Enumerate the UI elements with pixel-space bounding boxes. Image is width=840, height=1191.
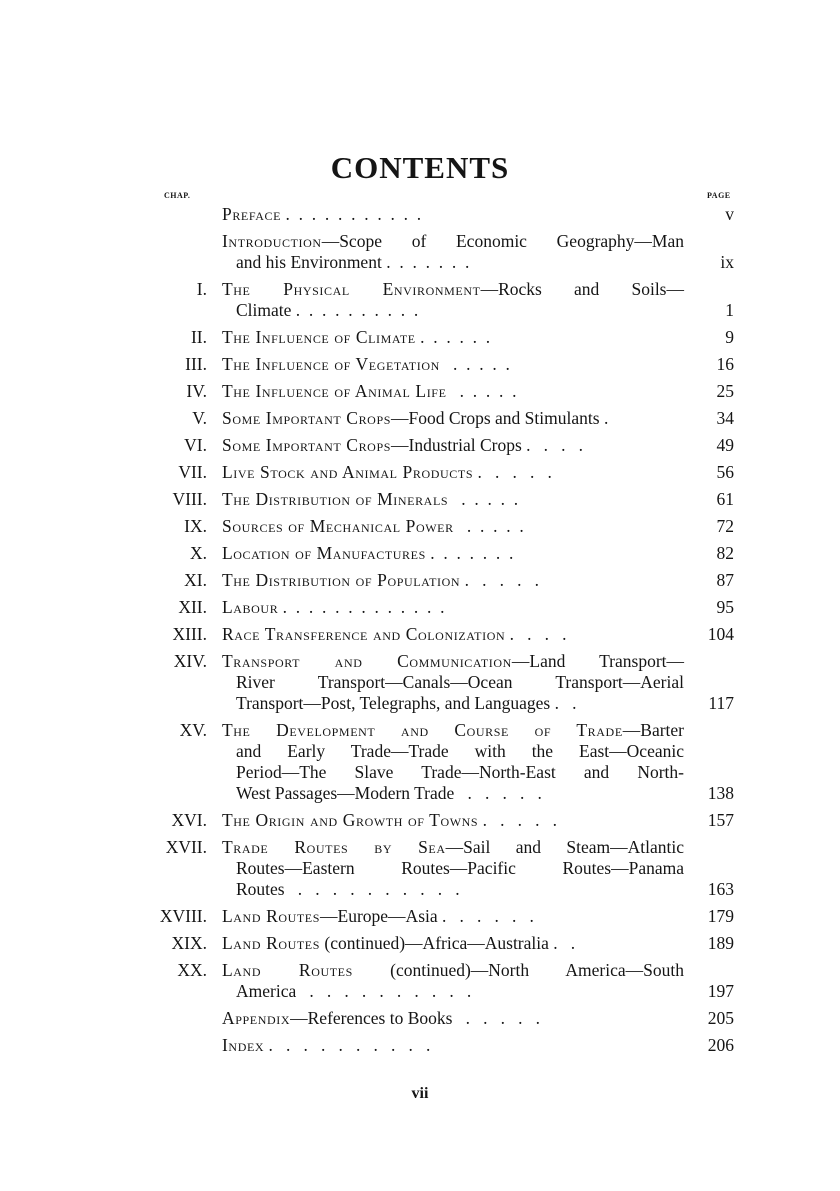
entry-heading: Race Transference and Colonization xyxy=(222,624,506,644)
page-number: 9 xyxy=(725,327,734,347)
chapter-column-header: CHAP. xyxy=(164,191,191,200)
toc-entry xyxy=(0,354,840,375)
chapter-number: XVI. xyxy=(171,810,207,830)
chapter-number: XVIII. xyxy=(159,906,207,926)
entry-heading: Transport and Communication xyxy=(222,651,512,671)
entry-heading: The Origin and Growth of Towns xyxy=(222,810,479,830)
table-of-contents xyxy=(0,204,840,1062)
page-number: v xyxy=(725,204,734,224)
chapter-number: VI. xyxy=(184,435,207,455)
page-number: 117 xyxy=(708,693,734,713)
toc-entry xyxy=(0,516,840,537)
entry-heading: The Distribution of Minerals xyxy=(222,489,449,509)
page-number: 16 xyxy=(716,354,734,374)
page-number: 25 xyxy=(716,381,734,401)
entry-title xyxy=(222,651,684,714)
entry-heading: The Influence of Animal Life xyxy=(222,381,447,401)
toc-entry xyxy=(0,624,840,645)
toc-entry xyxy=(0,1035,840,1056)
chapter-number: XIX. xyxy=(171,933,207,953)
entry-subtitle: —References to Books xyxy=(290,1008,453,1028)
entry-heading: Introduction xyxy=(222,231,322,251)
entry-title xyxy=(222,381,684,402)
leader-dots: . . xyxy=(548,933,576,953)
entry-subtitle: —Industrial Crops xyxy=(391,435,522,455)
chapter-number: IX. xyxy=(184,516,207,536)
page-column-header: PAGE xyxy=(707,191,731,200)
page-number: 206 xyxy=(707,1035,734,1055)
page-number: ix xyxy=(720,252,734,272)
leader-dots: . . xyxy=(550,693,577,713)
entry-heading: The Physical Environment xyxy=(222,279,481,299)
entry-title xyxy=(222,462,684,483)
toc-entry xyxy=(0,1008,840,1029)
toc-entry xyxy=(0,570,840,591)
page-number: 197 xyxy=(707,981,734,1001)
entry-subtitle: —Land Transport— xyxy=(511,651,685,671)
toc-entry xyxy=(0,906,840,927)
entry-subtitle: —Barter xyxy=(622,720,684,740)
page-number: 189 xyxy=(707,933,734,953)
leader-dots: . xyxy=(599,408,609,428)
entry-title xyxy=(222,435,684,456)
chapter-number: IV. xyxy=(186,381,207,401)
entry-heading: The Distribution of Population xyxy=(222,570,461,590)
entry-subtitle: Period—The Slave Trade—North-East and North- xyxy=(236,762,684,782)
entry-title xyxy=(222,1008,684,1029)
chapter-number: VIII. xyxy=(172,489,207,509)
page-number: 49 xyxy=(716,435,734,455)
entry-subtitle: Routes xyxy=(236,879,285,899)
entry-title xyxy=(222,933,684,954)
entry-subtitle: —Scope of Economic Geography—Man xyxy=(321,231,684,251)
page-number: 104 xyxy=(707,624,734,644)
leader-dots: . . . . . xyxy=(454,783,542,803)
toc-entry xyxy=(0,960,840,1002)
toc-entry xyxy=(0,651,840,714)
chapter-number: V. xyxy=(192,408,207,428)
leader-dots: . . . . . xyxy=(473,462,552,482)
page-number: 179 xyxy=(707,906,734,926)
chapter-number: VII. xyxy=(178,462,207,482)
toc-entry xyxy=(0,408,840,429)
entry-subtitle: Routes—Eastern Routes—Pacific Routes—Panama xyxy=(236,858,684,878)
page-number: 163 xyxy=(707,879,734,899)
chapter-number: XVII. xyxy=(165,837,207,857)
entry-title xyxy=(222,570,684,591)
entry-title xyxy=(222,597,684,618)
entry-title xyxy=(222,279,684,321)
leader-dots: . . . . . . . . . . xyxy=(264,1035,431,1055)
leader-dots: . . . . xyxy=(521,435,584,455)
entry-heading: Land Routes xyxy=(222,933,321,953)
leader-dots: . . . . . xyxy=(453,516,524,536)
toc-entry xyxy=(0,327,840,348)
chapter-number: II. xyxy=(190,327,207,347)
page-number: 205 xyxy=(707,1008,734,1028)
entry-subtitle: —Rocks and Soils— xyxy=(480,279,684,299)
entry-title xyxy=(222,408,684,429)
entry-title xyxy=(222,906,684,927)
entry-title xyxy=(222,327,684,348)
entry-heading: Labour xyxy=(222,597,279,617)
entry-subtitle: (continued)—Africa—Australia xyxy=(320,933,549,953)
toc-entry xyxy=(0,933,840,954)
chapter-number: XI. xyxy=(184,570,207,590)
page-number: 34 xyxy=(716,408,734,428)
entry-subtitle: and Early Trade—Trade with the East—Oceanic xyxy=(236,741,684,761)
entry-subtitle: Transport—Post, Telegraphs, and Languages xyxy=(236,693,551,713)
entry-subtitle: Climate xyxy=(236,300,292,320)
entry-subtitle: America xyxy=(236,981,297,1001)
leader-dots: . . . . . . . . . . xyxy=(296,981,472,1001)
entry-subtitle: (continued)—North America—South xyxy=(352,960,684,980)
leader-dots: . . . . . . . . . . xyxy=(291,300,419,320)
entry-subtitle: West Passages—Modern Trade xyxy=(236,783,455,803)
page-number: 61 xyxy=(716,489,734,509)
entry-heading: Live Stock and Animal Products xyxy=(222,462,474,482)
toc-entry xyxy=(0,462,840,483)
leader-dots: . . . . . xyxy=(448,489,519,509)
entry-heading: Index xyxy=(222,1035,265,1055)
entry-subtitle: —Food Crops and Stimulants xyxy=(391,408,600,428)
entry-title xyxy=(222,543,684,564)
toc-entry xyxy=(0,810,840,831)
entry-title xyxy=(222,1035,684,1056)
chapter-number: XIII. xyxy=(172,624,207,644)
entry-heading: Land Routes xyxy=(222,960,353,980)
page-number: 87 xyxy=(716,570,734,590)
entry-subtitle: River Transport—Canals—Ocean Transport—Aerial xyxy=(236,672,684,692)
leader-dots: . . . . . . . xyxy=(425,543,514,563)
entry-subtitle: —Europe—Asia xyxy=(320,906,438,926)
entry-heading: Location of Manufactures xyxy=(222,543,426,563)
chapter-number: XX. xyxy=(177,960,207,980)
leader-dots: . . . . . . . . . . . . . xyxy=(278,597,445,617)
leader-dots: . . . . . xyxy=(460,570,539,590)
page-number: 138 xyxy=(707,783,734,803)
page-number: 82 xyxy=(716,543,734,563)
leader-dots: . . . . . . xyxy=(415,327,491,347)
page-title: CONTENTS xyxy=(330,150,510,185)
chapter-number: I. xyxy=(196,279,207,299)
leader-dots: . . . . . . . . . . . xyxy=(281,204,422,224)
leader-dots: . . . . . xyxy=(478,810,557,830)
leader-dots: . . . . . . . . . . xyxy=(284,879,460,899)
page-number: 95 xyxy=(716,597,734,617)
entry-heading: The Influence of Vegetation xyxy=(222,354,440,374)
chapter-number: X. xyxy=(189,543,207,563)
leader-dots: . . . . xyxy=(505,624,567,644)
entry-title xyxy=(222,516,684,537)
leader-dots: . . . . . xyxy=(452,1008,540,1028)
toc-entry xyxy=(0,231,840,273)
chapter-number: XII. xyxy=(178,597,207,617)
entry-heading: Some Important Crops xyxy=(222,435,391,455)
entry-heading: Some Important Crops xyxy=(222,408,391,428)
entry-title xyxy=(222,489,684,510)
entry-heading: Trade Routes by Sea xyxy=(222,837,446,857)
entry-heading: Land Routes xyxy=(222,906,321,926)
toc-entry xyxy=(0,489,840,510)
toc-entry xyxy=(0,720,840,804)
entry-heading: The Influence of Climate xyxy=(222,327,416,347)
entry-title xyxy=(222,204,684,225)
chapter-number: XIV. xyxy=(173,651,207,671)
leader-dots: . . . . . xyxy=(446,381,517,401)
entry-subtitle: —Sail and Steam—Atlantic xyxy=(445,837,685,857)
toc-entry xyxy=(0,543,840,564)
chapter-number: III. xyxy=(185,354,207,374)
page-number: 72 xyxy=(716,516,734,536)
entry-title xyxy=(222,810,684,831)
page-number-footer: vii xyxy=(411,1085,429,1102)
entry-heading: Preface xyxy=(222,204,282,224)
toc-entry xyxy=(0,204,840,225)
toc-entry xyxy=(0,381,840,402)
entry-heading: Appendix xyxy=(222,1008,291,1028)
page-number: 157 xyxy=(707,810,734,830)
toc-entry xyxy=(0,837,840,900)
toc-entry xyxy=(0,597,840,618)
page-number: 56 xyxy=(716,462,734,482)
entry-heading: Sources of Mechanical Power xyxy=(222,516,454,536)
chapter-number: XV. xyxy=(179,720,207,740)
toc-entry xyxy=(0,435,840,456)
entry-title xyxy=(222,720,684,804)
entry-title xyxy=(222,624,684,645)
page-number: 1 xyxy=(725,300,734,320)
leader-dots: . . . . . . xyxy=(437,906,534,926)
entry-heading: The Development and Course of Trade xyxy=(222,720,623,740)
entry-title xyxy=(222,837,684,900)
leader-dots: . . . . . . . xyxy=(381,252,470,272)
entry-title xyxy=(222,231,684,273)
entry-title xyxy=(222,960,684,1002)
entry-title xyxy=(222,354,684,375)
entry-subtitle: and his Environment xyxy=(236,252,382,272)
toc-entry xyxy=(0,279,840,321)
leader-dots: . . . . . xyxy=(439,354,510,374)
